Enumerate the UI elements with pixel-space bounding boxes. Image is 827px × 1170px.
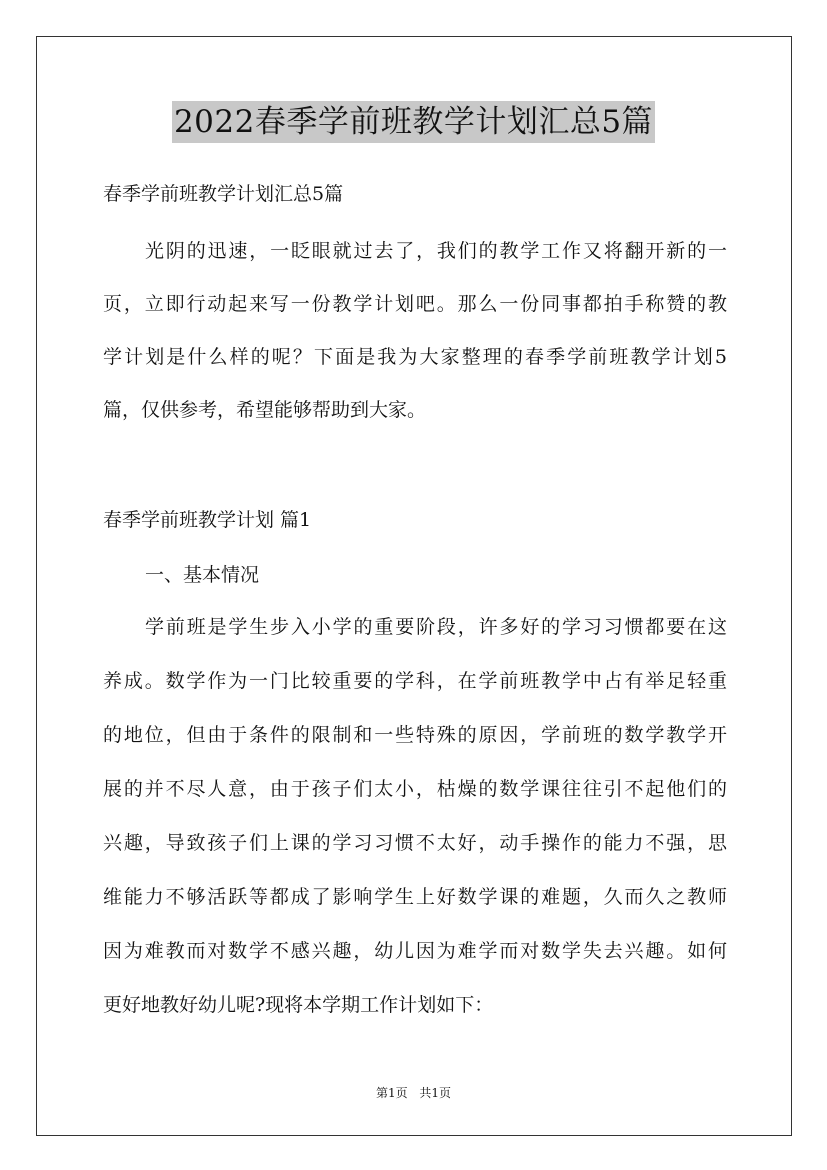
page-footer [0, 1084, 827, 1101]
body-line: 养成。数学作为一门比较重要的学科，在学前班教学中占有举足轻重 [103, 670, 727, 692]
subtitle: 春季学前班教学计划汇总5篇 [103, 183, 344, 205]
intro-line: 光阴的迅速，一眨眼就过去了，我们的教学工作又将翻开新的一 [145, 240, 727, 262]
page-number: 第1页 [375, 1086, 408, 1100]
section-heading: 春季学前班教学计划 篇1 [103, 509, 312, 531]
body-line: 的地位，但由于条件的限制和一些特殊的原因，学前班的数学教学开 [103, 724, 727, 746]
body-line: 维能力不够活跃等都成了影响学生上好数学课的难题，久而久之教师 [103, 886, 727, 908]
document-title: 2022春季学前班教学计划汇总5篇 [172, 101, 655, 143]
body-line: 展的并不尽人意，由于孩子们太小，枯燥的数学课往往引不起他们的 [103, 778, 727, 800]
intro-line: 篇，仅供参考，希望能够帮助到大家。 [103, 399, 427, 421]
title-wrap [0, 101, 827, 143]
intro-line: 页，立即行动起来写一份教学计划吧。那么一份同事都拍手称赞的教 [103, 293, 727, 315]
subheading: 一、基本情况 [145, 564, 260, 586]
page-total: 共1页 [419, 1086, 452, 1100]
intro-line: 学计划是什么样的呢？下面是我为大家整理的春季学前班教学计划5 [103, 346, 727, 368]
body-line: 学前班是学生步入小学的重要阶段，许多好的学习习惯都要在这 [145, 616, 727, 638]
body-line: 更好地教好幼儿呢?现将本学期工作计划如下： [103, 994, 494, 1016]
body-line: 兴趣，导致孩子们上课的学习习惯不太好，动手操作的能力不强，思 [103, 832, 727, 854]
body-line: 因为难教而对数学不感兴趣，幼儿因为难学而对数学失去兴趣。如何 [103, 940, 727, 962]
